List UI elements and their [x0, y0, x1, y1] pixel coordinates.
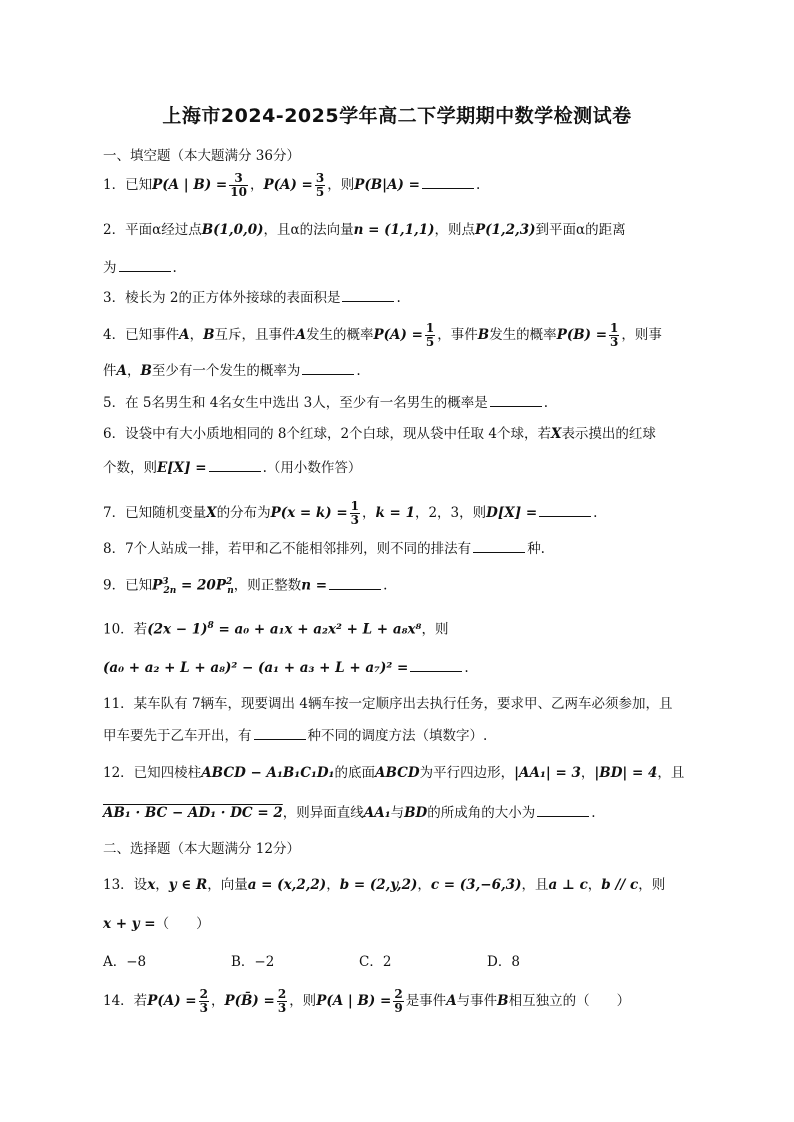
fraction: $\frac{1}{3}$	[610, 321, 619, 349]
question-12-line-2: AB₁ · BC − AD₁ · DC = 2，则异面直线AA₁与BD的所成角的大小为 .	[103, 802, 703, 823]
question-2-line-2: 为 .	[103, 257, 703, 278]
question-14: 14．若P(A) = $\frac{2}{3}$ ，P(B̄) = $\frac{2}{3}$ ，则P(A | B) = $\frac{2}{9}$ 是事件A与事件B相互独立的（ ）	[103, 987, 631, 1015]
fraction: $\frac{2}{3}$	[199, 987, 208, 1015]
question-2: 2．平面α经过点B(1,0,0)，且α的法向量n = (1,1,1)，则点P(1,2,3)到平面α的距离	[103, 222, 626, 238]
option-a[interactable]: A．−8	[103, 954, 147, 970]
section-multiple-choice: 二、选择题（本大题满分 12分）	[103, 841, 300, 857]
fraction: $\frac{3}{10}$	[230, 171, 247, 199]
question-9: 9．已知$P^3_{2n} = 20P^2_n$，则正整数n = .	[103, 572, 703, 601]
exam-title: 上海市2024-2025学年高二下学期期中数学检测试卷	[162, 105, 632, 127]
question-5: 5．在 5名男生和 4名女生中选出 3人，至少有一名男生的概率是 .	[103, 392, 703, 413]
answer-blank[interactable]	[342, 287, 394, 302]
fraction: $\frac{1}{3}$	[350, 499, 359, 527]
option-b[interactable]: B．−2	[231, 954, 275, 970]
answer-blank[interactable]	[209, 457, 261, 472]
answer-blank[interactable]	[539, 502, 591, 517]
fraction: $\frac{1}{5}$	[425, 321, 435, 349]
answer-blank[interactable]	[119, 257, 171, 272]
question-6: 6．设袋中有大小质地相同的 8个红球，2个白球，现从袋中任取 4个球，若X表示摸出的红球	[103, 426, 656, 442]
question-7: 7．已知随机变量X的分布为P(x = k) = $\frac{1}{3}$ ，k = 1，2，3，则D[X] = .	[103, 499, 598, 527]
answer-blank[interactable]	[473, 538, 525, 553]
option-d[interactable]: D．8	[487, 954, 520, 970]
question-3: 3．棱长为 2的正方体外接球的表面积是 .	[103, 287, 703, 308]
question-11: 11．某车队有 7辆车，现要调出 4辆车按一定顺序出去执行任务，要求甲、乙两车必须参加，且	[103, 696, 673, 712]
section-fill-in: 一、填空题（本大题满分 36分）	[103, 148, 300, 164]
question-4-line-2: 件A，B至少有一个发生的概率为 .	[103, 360, 703, 381]
question-10: 10．若$(2x - 1)^8 = a_0 + a_1x + a_2x^2 + L + a_8x^8$，则	[103, 621, 449, 638]
question-11-line-2: 甲车要先于乙车开出，有 种不同的调度方法（填数字）.	[103, 725, 703, 746]
answer-blank[interactable]	[490, 392, 542, 407]
answer-blank[interactable]	[410, 657, 462, 672]
answer-blank[interactable]	[254, 725, 306, 740]
answer-blank[interactable]	[537, 802, 589, 817]
answer-blank[interactable]	[329, 575, 381, 590]
option-c[interactable]: C．2	[359, 954, 392, 970]
question-13: 13．设x，y ∈ R，向量a = (x,2,2)，b = (2,y,2)，c = (3,−6,3)，且a ⊥ c，b // c，则	[103, 877, 666, 893]
question-1: 1．已知P(A | B) = $\frac{3}{10}$ ，P(A) = $\frac{3}{5}$ ，则P(B|A) = .	[103, 171, 481, 199]
question-13-line-2: x + y =（ ）	[103, 916, 210, 932]
fraction: $\frac{2}{9}$	[394, 987, 403, 1015]
fraction: $\frac{2}{3}$	[277, 987, 287, 1015]
question-6-line-2: 个数，则E[X] = .（用小数作答）	[103, 457, 703, 478]
answer-blank[interactable]	[422, 174, 474, 189]
answer-blank[interactable]	[302, 360, 354, 375]
question-4: 4．已知事件A，B互斥，且事件A发生的概率P(A) = $\frac{1}{5}$ ，事件B发生的概率P(B) = $\frac{1}{3}$ ，则事	[103, 321, 662, 349]
fraction: $\frac{3}{5}$	[315, 171, 325, 199]
question-12: 12．已知四棱柱ABCD − A₁B₁C₁D₁的底面ABCD为平行四边形，|AA₁| = 3，|BD| = 4，且	[103, 765, 685, 781]
question-8: 8．7个人站成一排，若甲和乙不能相邻排列，则不同的排法有 种.	[103, 538, 703, 559]
question-10-line-2: (a₀ + a₂ + L + a₈)² − (a₁ + a₃ + L + a₇)² = .	[103, 657, 703, 678]
question-13-options	[103, 952, 703, 972]
